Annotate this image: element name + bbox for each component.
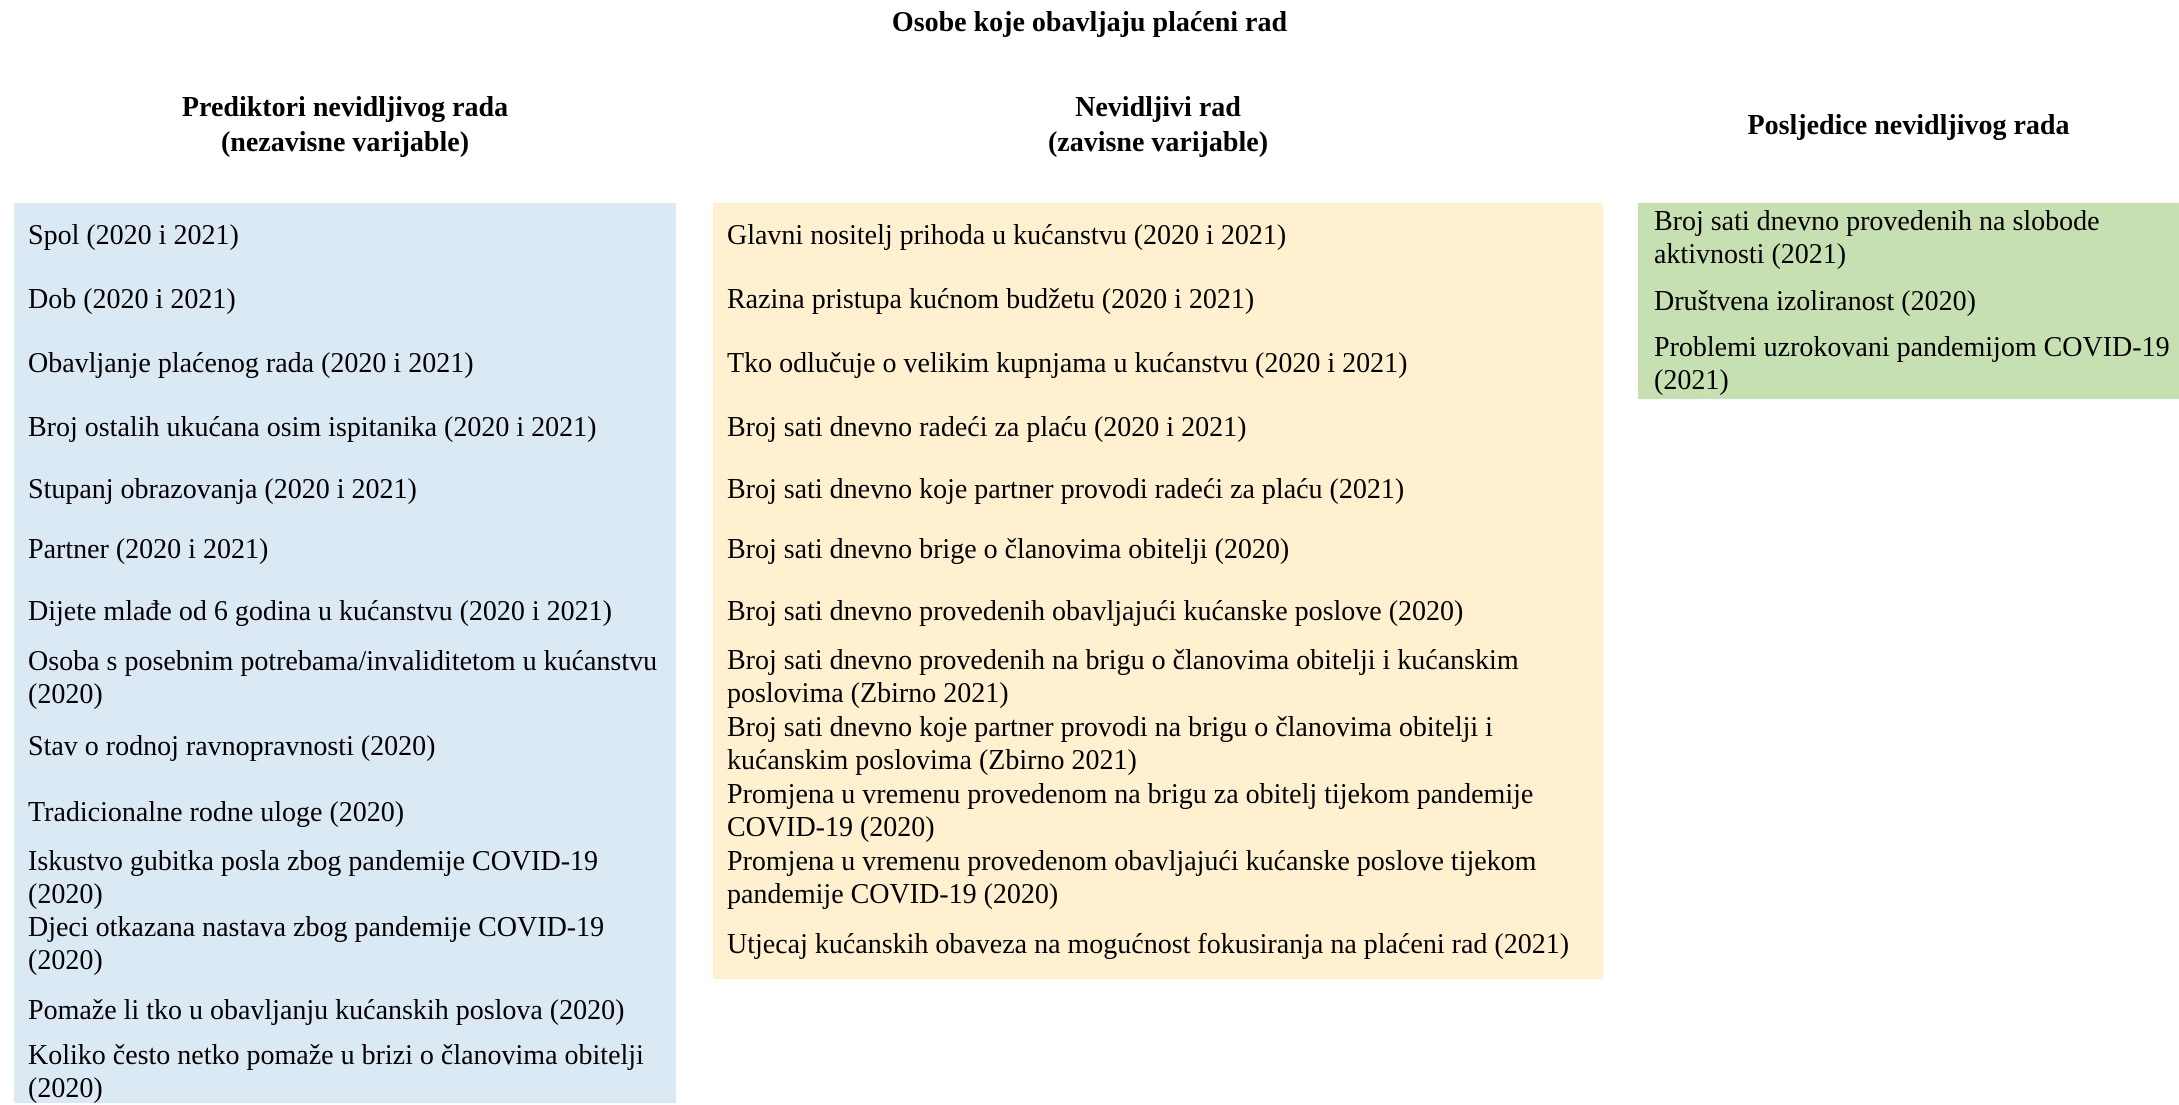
consequence-item: Društvena izoliranost (2020) xyxy=(1654,285,1976,317)
predictor-item: Iskustvo gubitka posla zbog pandemije COVID-19 (2020) xyxy=(28,846,599,910)
invisible-work-item: Promjena u vremenu provedenom na brigu za obitelj tijekom pandemije COVID-19 (2020) xyxy=(727,778,1534,843)
invisible-work-item: Broj sati dnevno provedenih obavljajući kućanske poslove (2020) xyxy=(727,595,1464,627)
predictor-item: Koliko često netko pomaže u brizi o članovima obitelji (2020) xyxy=(28,1040,644,1104)
invisible-work-box xyxy=(713,203,1603,979)
predictor-item: Osoba s posebnim potrebama/invaliditetom u kućanstvu (2020) xyxy=(28,646,658,710)
column-heading-invisible-work xyxy=(713,88,1603,162)
column-heading-invisible-work-line2: (zavisne varijable) xyxy=(1047,127,1269,158)
predictor-item: Dijete mlađe od 6 godina u kućanstvu (2020 i 2021) xyxy=(28,595,612,627)
invisible-work-item: Utjecaj kućanskih obaveza na mogućnost fokusiranja na plaćeni rad (2021) xyxy=(727,929,1570,960)
predictor-item: Tradicionalne rodne uloge (2020) xyxy=(28,796,405,828)
predictor-item: Pomaže li tko u obavljanju kućanskih poslova (2020) xyxy=(28,994,625,1026)
column-heading-consequences xyxy=(1638,88,2179,162)
predictor-item: Dob (2020 i 2021) xyxy=(28,283,236,315)
diagram-title: Osobe koje obavljaju plaćeni rad xyxy=(891,7,1288,38)
predictors-box xyxy=(14,203,676,1103)
invisible-work-item: Tko odlučuje o velikim kupnjama u kućanstvu (2020 i 2021) xyxy=(727,347,1408,379)
invisible-work-item: Broj sati dnevno koje partner provodi radeći za plaću (2021) xyxy=(727,473,1405,505)
column-heading-predictors-line2: (nezavisne varijable) xyxy=(220,127,470,158)
invisible-work-item: Broj sati dnevno brige o članovima obitelji (2020) xyxy=(727,533,1290,565)
consequence-item: Problemi uzrokovani pandemijom COVID-19 (2021) xyxy=(1654,332,2170,396)
invisible-work-item: Broj sati dnevno provedenih na brigu o članovima obitelji i kućanskim poslovima (Zbirno 2021) xyxy=(727,644,1519,709)
column-heading-predictors-line1: Prediktori nevidljivog rada xyxy=(181,92,509,123)
predictor-item: Stupanj obrazovanja (2020 i 2021) xyxy=(28,473,417,505)
predictor-item: Obavljanje plaćenog rada (2020 i 2021) xyxy=(28,347,474,379)
column-heading-invisible-work-line1: Nevidljivi rad xyxy=(1075,92,1241,123)
predictor-item: Djeci otkazana nastava zbog pandemije COVID-19 (2020) xyxy=(28,912,605,976)
invisible-work-item: Broj sati dnevno radeći za plaću (2020 i 2021) xyxy=(727,411,1247,443)
predictor-item: Broj ostalih ukućana osim ispitanika (2020 i 2021) xyxy=(28,411,597,443)
invisible-work-item: Razina pristupa kućnom budžetu (2020 i 2021) xyxy=(727,283,1255,315)
invisible-work-item: Broj sati dnevno koje partner provodi na brigu o članovima obitelji i kućanskim poslovima (Zbirno 2021) xyxy=(727,711,1493,776)
invisible-work-item: Glavni nositelj prihoda u kućanstvu (2020 i 2021) xyxy=(727,219,1287,251)
consequences-box xyxy=(1638,203,2179,399)
predictor-item: Partner (2020 i 2021) xyxy=(28,533,269,565)
column-heading-consequences-line1: Posljedice nevidljivog rada xyxy=(1747,109,2070,141)
consequence-item: Broj sati dnevno provedenih na slobode aktivnosti (2021) xyxy=(1654,206,2100,270)
column-heading-predictors xyxy=(14,88,676,162)
predictor-item: Spol (2020 i 2021) xyxy=(28,219,239,251)
invisible-work-item: Promjena u vremenu provedenom obavljajući kućanske poslove tijekom pandemije COVID-19 (2020) xyxy=(727,845,1537,910)
predictor-item: Stav o rodnoj ravnopravnosti (2020) xyxy=(28,730,436,762)
